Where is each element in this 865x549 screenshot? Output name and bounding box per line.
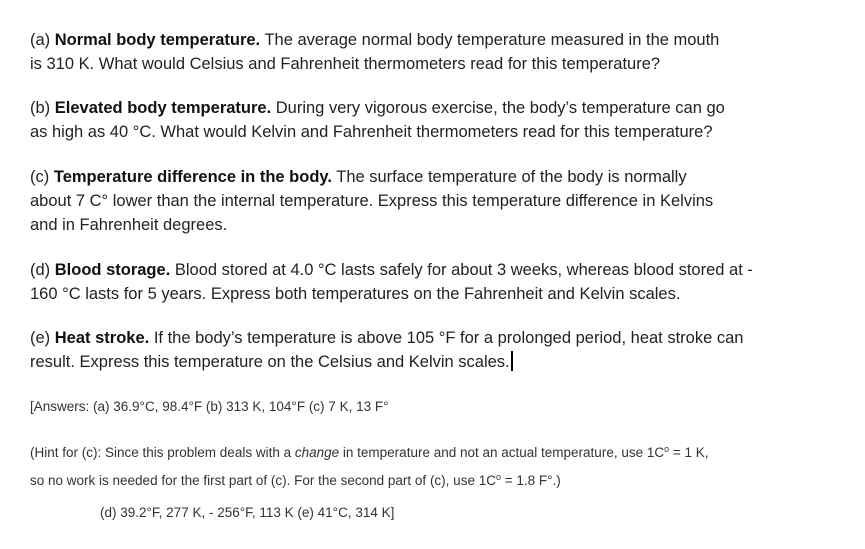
hint-italic-word: change [294, 445, 340, 460]
problem-a-text-line1: The average normal body temperature measured in the mouth [260, 31, 720, 49]
problem-d [30, 258, 830, 306]
problem-a-title: Normal body temperature. [54, 31, 261, 49]
problem-e-label: (e) [30, 329, 51, 347]
hint-degree-2: o [495, 472, 501, 482]
hint-line2-part1: so no work is needed for the first part of (c). For the second part of (c), use 1C [30, 473, 496, 488]
problem-c-text-line3: and in Fahrenheit degrees. [30, 216, 228, 234]
problem-a [30, 28, 830, 76]
problem-b-text-line2: as high as 40 °C. What would Kelvin and Fahrenheit thermometers read for this temperature? [30, 123, 713, 141]
problem-c-title: Temperature difference in the body. [53, 168, 332, 186]
problem-a-label: (a) [30, 31, 51, 49]
problem-c [30, 165, 830, 237]
problem-b-label: (b) [30, 99, 51, 117]
problem-c-text-line1: The surface temperature of the body is normally [331, 168, 687, 186]
answers-text-last: (d) 39.2°F, 277 K, - 256°F, 113 K (e) 41°C, 314 K] [100, 505, 395, 520]
hint-line2-part2: = 1.8 F°.) [500, 473, 561, 488]
text-cursor [511, 351, 513, 371]
hint-block [30, 437, 830, 493]
problem-e-text-line1: If the body’s temperature is above 105 °F for a prolonged period, heat stroke can [149, 329, 744, 347]
problem-b-text-line1: During very vigorous exercise, the body’s temperature can go [271, 99, 725, 117]
problem-a-text-line2: is 310 K. What would Celsius and Fahrenheit thermometers read for this temperature? [30, 55, 661, 73]
hint-degree-1: o [664, 444, 670, 454]
answers-text-line1: [Answers: (a) 36.9°C, 98.4°F (b) 313 K, 104°F (c) 7 K, 13 F° [30, 399, 389, 414]
problem-e-text-line2: result. Express this temperature on the Celsius and Kelvin scales. [30, 353, 510, 371]
problem-d-text-line2: 160 °C lasts for 5 years. Express both temperatures on the Fahrenheit and Kelvin scales. [30, 285, 681, 303]
answers-last-line [100, 502, 800, 524]
problem-d-text-line1: Blood stored at 4.0 °C lasts safely for about 3 weeks, whereas blood stored at - [170, 261, 753, 279]
hint-part3: = 1 K, [669, 445, 709, 460]
problem-b-title: Elevated body temperature. [54, 99, 272, 117]
problem-e[interactable] [30, 326, 830, 374]
answers-line1 [30, 396, 830, 418]
problem-c-text-line2: about 7 C° lower than the internal temperature. Express this temperature difference in Kelvins [30, 192, 714, 210]
problem-e-title: Heat stroke. [54, 329, 150, 347]
hint-part2: in temperature and not an actual temperature, use 1C [339, 445, 665, 460]
problem-d-title: Blood storage. [54, 261, 171, 279]
problem-c-label: (c) [30, 168, 50, 186]
problem-b [30, 96, 830, 144]
hint-part1: (Hint for (c): Since this problem deals with a [30, 445, 295, 460]
problem-d-label: (d) [30, 261, 51, 279]
